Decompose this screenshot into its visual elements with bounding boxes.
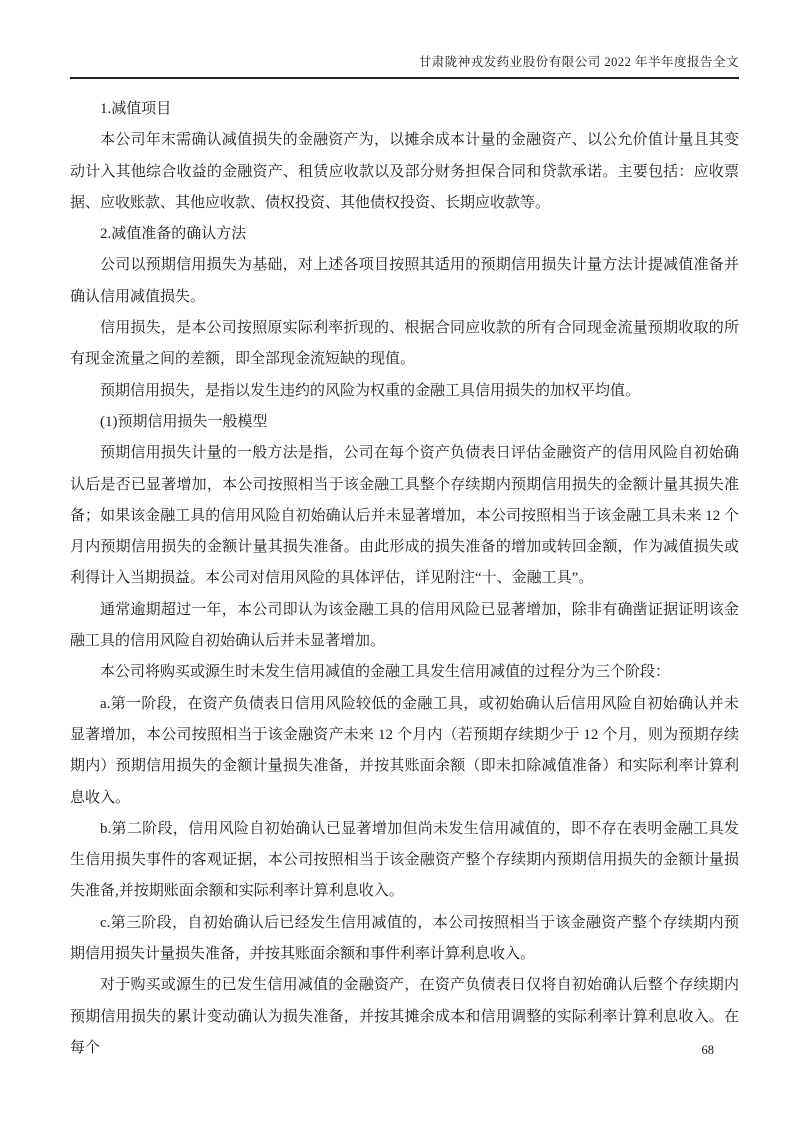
section-heading-impairment-items: 1.减值项目: [100, 101, 172, 117]
page-body: [70, 94, 739, 1064]
paragraph: 对于购买或源生的已发生信用减值的金融资产，在资产负债表日仅将自初始确认后整个存续期内预期信用损失的累计变动确认为损失准备，并按其摊余成本和信用调整的实际利率计算利息收入。在每个: [70, 977, 739, 1056]
paragraph-stage-a: a.第一阶段，在资产负债表日信用风险较低的金融工具，或初始确认后信用风险自初始确认并未显著增加，本公司按照相当于该金融资产未来 12 个月内（若预期存续期少于 12 个月，则为预期存续期内）预期信用损失的金额计量损失准备，并按其账面余额（即未扣除减值准备）和实际利率计算利息收入。: [70, 695, 739, 806]
paragraph-stage-c: c.第三阶段，自初始确认后已经发生信用减值的，本公司按照相当于该金融资产整个存续期内预期信用损失计量损失准备，并按其账面余额和事件利率计算利息收入。: [70, 914, 739, 963]
paragraph: 本公司将购买或源生时未发生信用减值的金融工具发生信用减值的过程分为三个阶段：: [100, 664, 671, 681]
page-header-title: 甘肃陇神戎发药业股份有限公司 2022 年半年度报告全文: [70, 52, 739, 79]
page-number: 68: [701, 1043, 714, 1057]
paragraph: 预期信用损失计量的一般方法是指，公司在每个资产负债表日评估金融资产的信用风险自初始确认后是否已显著增加，本公司按照相当于该金融工具整个存续期内预期信用损失的金额计量其损失准备；如果该金融工具的信用风险自初始确认后并未显著增加，本公司按照相当于该金融工具未来 12 个月内预期信用损失的金额计量其损失准备。由此形成的损失准备的增加或转回金额，作为减值损失或利得计入当期损益。本公司对信用风险的具体评估，详见附注“十、金融工具”。: [70, 445, 739, 587]
section-heading-provision-method: 2.减值准备的确认方法: [100, 226, 247, 243]
paragraph: 本公司年末需确认减值损失的金融资产为，以摊余成本计量的金融资产、以公允价值计量且其变动计入其他综合收益的金融资产、租赁应收款以及部分财务担保合同和贷款承诺。主要包括：应收票据、应收账款、其他应收款、债权投资、其他债权投资、长期应收款等。: [70, 132, 739, 211]
paragraph: 信用损失，是本公司按照原实际利率折现的、根据合同应收款的所有合同现金流量预期收取的所有现金流量之间的差额，即全部现金流短缺的现值。: [70, 320, 739, 368]
paragraph: 预期信用损失，是指以发生违约的风险为权重的金融工具信用损失的加权平均值。: [100, 382, 641, 399]
paragraph: 通常逾期超过一年，本公司即认为该金融工具的信用风险已显著增加，除非有确凿证据证明该金融工具的信用风险自初始确认后并未显著增加。: [70, 601, 739, 650]
paragraph: 公司以预期信用损失为基础，对上述各项目按照其适用的预期信用损失计量方法计提减值准备并确认信用减值损失。: [70, 257, 739, 305]
section-heading-general-model: (1)预期信用损失一般模型: [100, 413, 268, 430]
paragraph-stage-b: b.第二阶段，信用风险自初始确认已显著增加但尚未发生信用减值的，即不存在表明金融工具发生信用损失事件的客观证据，本公司按照相当于该金融资产整个存续期内预期信用损失的金额计量损失准备,并按期账面余额和实际利率计算利息收入。: [70, 820, 739, 900]
